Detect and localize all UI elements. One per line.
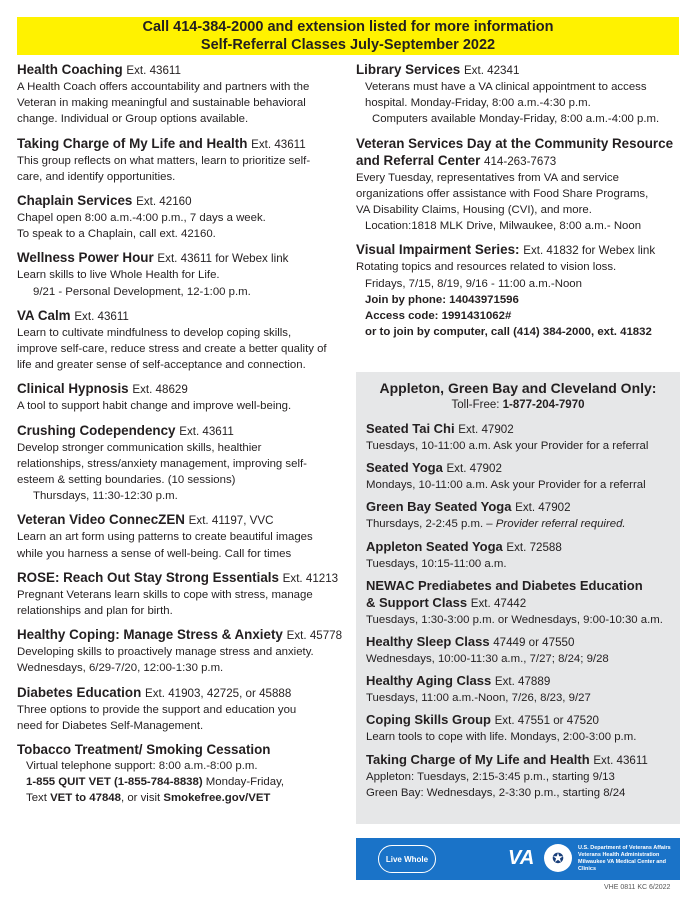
class-title: Tobacco Treatment/ Smoking Cessation (17, 742, 271, 758)
class-line: organizations offer assistance with Food Share Programs, (356, 187, 649, 200)
class-line (17, 210, 343, 226)
box-title: Appleton, Green Bay and Cleveland Only: (379, 380, 657, 396)
class-line-text: Chapel open 8:00 a.m.-4:00 p.m., 7 days a week. (17, 212, 266, 225)
class-section (17, 249, 343, 299)
class-line (17, 341, 343, 357)
class-line (366, 729, 670, 745)
class-title (17, 422, 343, 440)
class-line-text: Appleton: Tuesdays, 2:15-3:45 p.m., starting 9/13 (366, 770, 615, 783)
class-line-text: Thursdays, 2-2:45 p.m. – (366, 518, 496, 531)
class-library (356, 61, 678, 128)
class-title-text: Health Coaching (17, 62, 123, 77)
class-line-text: A tool to support habit change and improve well-being. (17, 400, 292, 413)
class-ext: Ext. 48629 (132, 383, 188, 397)
class-section (366, 751, 670, 801)
class-line (366, 556, 670, 572)
class-section (366, 420, 670, 454)
class-title-text: and Referral Center (356, 152, 481, 168)
class-line (366, 651, 670, 667)
class-ext: Ext. 47902 (515, 501, 571, 515)
class-line (17, 357, 343, 373)
toll-free (366, 397, 670, 413)
class-title-text: Green Bay Seated Yoga (366, 499, 512, 515)
class-line (17, 587, 343, 603)
class-ext: Ext. 43611 (126, 64, 181, 77)
class-line-text: while you harness a sense of well-being. Call for times (17, 547, 292, 560)
class-line-text: Developing skills to proactively manage stress and anxiety. (17, 646, 314, 659)
class-title-text: ROSE: Reach Out Stay Strong Essentials (17, 569, 279, 585)
class-line-text: Learn skills to live Whole Health for Life. (17, 269, 220, 282)
header-banner (17, 17, 679, 55)
class-section (366, 498, 670, 532)
class-ext: Ext. 47889 (494, 675, 551, 689)
class-section (17, 422, 343, 505)
class-section (17, 380, 343, 414)
class-title (366, 498, 670, 516)
class-title (17, 569, 343, 587)
class-line (17, 111, 343, 127)
regional-classes-box (356, 372, 680, 824)
class-title-text: Seated Tai Chi (366, 421, 455, 436)
class-ext: Ext. 45778 (286, 629, 343, 643)
class-line-text: A Health Coach offers accountability and partners with the (17, 81, 310, 93)
class-line: Virtual telephone support: 8:00 a.m.-8:00 p.m. (26, 760, 258, 773)
class-title (366, 672, 670, 690)
class-line (17, 718, 343, 734)
class-line (366, 612, 670, 628)
class-title-text: VA Calm (17, 307, 71, 323)
class-section (366, 633, 670, 667)
class-line (17, 790, 343, 806)
class-line-text: esteem & setting boundaries. (10 sessions) (17, 474, 236, 487)
class-line: VA Disability Claims, Housing (CVI), and more. (356, 204, 592, 217)
class-line (17, 660, 343, 676)
class-visual-impairment (356, 241, 678, 340)
class-title (366, 577, 670, 594)
class-title-text: Diabetes Education (17, 684, 142, 700)
class-line-text: Tuesdays, 1:30-3:00 p.m. or Wednesdays, 9:00-10:30 a.m. (366, 613, 663, 626)
class-line-text: Learn an art form using patterns to create beautiful images (17, 531, 313, 544)
class-line (17, 169, 343, 185)
class-section (17, 61, 343, 128)
class-title (17, 307, 343, 325)
class-ext: Ext. 41197, VVC (188, 514, 274, 528)
class-title-text: Wellness Power Hour (17, 250, 154, 266)
class-schedule: 9/21 - Personal Development, 12-1:00 p.m. (33, 285, 251, 298)
class-line-text: Learn to cultivate mindfulness to develop coping skills, (17, 326, 292, 339)
class-title (17, 135, 343, 153)
class-line-text: relationships and plan for birth. (17, 605, 173, 618)
class-line-text: Learn tools to cope with life. Mondays, 2:00-3:00 p.m. (366, 731, 637, 744)
class-line (17, 267, 343, 283)
class-line-text: Tuesdays, 11:00 a.m.-Noon, 7/26, 8/23, 9/27 (366, 692, 591, 705)
class-line (17, 226, 343, 242)
class-line (366, 477, 670, 493)
class-title-text: & Support Class (366, 594, 468, 610)
class-line (17, 529, 343, 545)
class-line-text: improve self-care, reduce stress and create a better quality of (17, 343, 327, 356)
class-title-text: Crushing Codependency (17, 422, 176, 438)
toll-free-label: Toll-Free: (451, 399, 503, 411)
class-title-text: Seated Yoga (366, 460, 443, 476)
class-line-text: , or visit (120, 792, 164, 805)
class-line-text: Wednesdays, 6/29-7/20, 12:00-1:30 p.m. (17, 662, 224, 675)
class-title (366, 633, 670, 651)
class-line (17, 440, 343, 456)
va-logo: VA (508, 847, 535, 869)
class-title (17, 61, 343, 79)
class-section (17, 626, 343, 676)
class-line (17, 325, 343, 341)
class-section (366, 711, 670, 745)
class-line (17, 472, 343, 488)
class-title-text: Taking Charge of My Life and Health (366, 751, 590, 767)
class-section (17, 307, 343, 374)
class-title (366, 751, 670, 769)
class-title-text: Chaplain Services (17, 193, 133, 209)
class-section (366, 577, 670, 628)
class-title (17, 380, 343, 398)
class-section (17, 569, 343, 619)
class-line-text: Text (26, 792, 51, 805)
class-line (366, 516, 670, 532)
class-title-text: Appleton Seated Yoga (366, 538, 503, 554)
class-title (366, 459, 670, 477)
class-title-text: Library Services (356, 62, 461, 77)
class-section (17, 192, 343, 242)
smokefree-link[interactable]: Smokefree.gov/VET (163, 792, 271, 805)
class-line (17, 603, 343, 619)
class-line (17, 153, 343, 169)
class-title-text: Clinical Hypnosis (17, 381, 129, 397)
webex-phone: Join by phone: 14043971596 (365, 293, 519, 306)
class-line-text: Mondays, 10-11:00 a.m. Ask your Provider for a referral (366, 479, 646, 492)
class-section (17, 135, 343, 185)
class-line-text: Three options to provide the support and education you (17, 703, 297, 716)
text-code: VET to 47848 (50, 792, 121, 805)
class-line (17, 774, 343, 790)
class-section (366, 672, 670, 706)
class-title-text: Visual Impairment Series: (356, 242, 520, 258)
live-whole-health-logo: Live Whole Health. (378, 845, 436, 873)
department-name (578, 845, 678, 873)
class-line-text: life and greater sense of self-acceptance and connection. (17, 359, 306, 372)
class-line: Every Tuesday, representatives from VA and service (356, 171, 619, 184)
class-ext: Ext. 41903, 42725, or 45888 (145, 686, 292, 700)
class-ext: Ext. 43611 (179, 424, 234, 438)
class-line (17, 79, 343, 95)
class-ext: Ext. 43611 (251, 137, 306, 151)
class-title (356, 241, 678, 259)
dept-line: U.S. Department of Veterans Affairs (578, 845, 671, 851)
webex-computer-join: or to join by computer, call (414) 384-2000, ext. 41832 (365, 326, 652, 339)
class-veteran-services-day (356, 135, 678, 235)
class-line-text: relationships, stress/anxiety management, improving self- (17, 457, 307, 470)
dept-line: Milwaukee VA Medical Center and Clinics (578, 859, 667, 872)
class-line: Veterans must have a VA clinical appointment to access (365, 81, 647, 93)
class-ext: Ext. 72588 (506, 540, 562, 554)
class-title (17, 626, 343, 644)
class-ext: Ext. 47902 (446, 462, 502, 476)
class-line: Rotating topics and resources related to vision loss. (356, 261, 617, 274)
class-tobacco (17, 741, 343, 807)
dept-line: Veterans Health Administration (578, 852, 660, 858)
class-title (17, 192, 343, 210)
class-line: Fridays, 7/15, 8/19, 9/16 - 11:00 a.m.-Noon (365, 277, 582, 290)
class-ext: Ext. 47442 (470, 596, 527, 610)
class-line (366, 769, 670, 785)
class-section (17, 511, 343, 561)
class-line-text: Green Bay: Wednesdays, 2-3:30 p.m., starting 8/24 (366, 786, 626, 799)
banner-phone-line: Call 414-384-2000 and extension listed for more information (142, 19, 554, 35)
class-ext: Ext. 47551 or 47520 (494, 714, 600, 728)
class-schedule: Thursdays, 11:30-12:30 p.m. (33, 490, 178, 503)
class-ext: Ext. 43611 (74, 309, 129, 323)
class-line-text: Pregnant Veterans learn skills to cope with stress, manage (17, 588, 313, 601)
class-ext: 414-263-7673 (484, 154, 557, 168)
class-title (366, 538, 670, 556)
class-line-text: change. Individual or Group options available. (17, 113, 249, 126)
class-title (17, 684, 343, 702)
quit-vet-phone: 1-855 QUIT VET (1-855-784-8838) (26, 776, 203, 789)
class-title (356, 152, 678, 170)
class-title-text: Coping Skills Group (366, 712, 491, 728)
class-ext: Ext. 47902 (458, 423, 514, 436)
class-title (366, 594, 670, 612)
class-title (17, 511, 343, 529)
class-line-text: To speak to a Chaplain, call ext. 42160. (17, 228, 216, 241)
class-title-text: Healthy Sleep Class (366, 634, 490, 650)
toll-free-number: 1-877-204-7970 (502, 399, 585, 411)
class-ext: 47449 or 47550 (493, 636, 575, 650)
class-line (17, 456, 343, 472)
banner-title: Self-Referral Classes July-September 2022 (200, 37, 496, 53)
class-title (356, 61, 678, 79)
class-ext: Ext. 41213 (282, 571, 339, 585)
class-title-text: Healthy Coping: Manage Stress & Anxiety (17, 627, 283, 643)
class-line: Computers available Monday-Friday, 8:00 a.m.-4:00 p.m. (372, 113, 660, 126)
class-ext: Ext. 42160 (136, 195, 192, 209)
class-line (17, 644, 343, 660)
referral-note: Provider referral required. (495, 518, 626, 531)
class-line-text: This group reflects on what matters, learn to prioritize self- (17, 154, 311, 167)
class-title (17, 249, 343, 267)
class-title-text: Healthy Aging Class (366, 673, 492, 689)
webex-access-code: Access code: 1991431062# (365, 310, 512, 323)
class-ext: Ext. 43611 for Webex link (157, 252, 289, 266)
class-ext: Ext. 43611 (593, 753, 648, 767)
class-section (366, 459, 670, 493)
class-title-text: Veteran Video ConnecZEN (17, 512, 185, 528)
class-ext: Ext. 42341 (463, 64, 520, 77)
class-line (366, 438, 670, 454)
class-ext: Ext. 41832 for Webex link (523, 244, 656, 258)
document-code: VHE 0811 KC 6/2022 (604, 884, 671, 891)
class-line-text: Tuesdays, 10-11:00 a.m. Ask your Provider for a referral (366, 440, 649, 452)
class-title: Veteran Services Day at the Community Resource (356, 135, 674, 151)
class-location: Location:1818 MLK Drive, Milwaukee, 8:00 a.m.- Noon (365, 220, 642, 233)
class-title-text: NEWAC Prediabetes and Diabetes Education (366, 577, 643, 593)
class-line (366, 785, 670, 801)
class-line-text: Tuesdays, 10:15-11:00 a.m. (366, 557, 507, 570)
class-section (17, 684, 343, 734)
class-section (366, 538, 670, 572)
class-title (366, 420, 670, 438)
class-line (17, 95, 343, 111)
class-line: hospital. Monday-Friday, 8:00 a.m.-4:30 p.m. (365, 97, 591, 110)
class-line (17, 398, 343, 414)
right-column (356, 61, 678, 347)
class-title (366, 711, 670, 729)
left-column (17, 61, 343, 814)
class-line-text: Wednesdays, 10:00-11:30 a.m., 7/27; 8/24; 9/28 (366, 653, 609, 666)
class-line (17, 546, 343, 562)
class-line-text: Monday-Friday, (202, 776, 285, 789)
class-line (17, 702, 343, 718)
class-line-text: Develop stronger communication skills, healthier (17, 441, 262, 454)
class-line-text: care, and identify opportunities. (17, 170, 176, 183)
class-title-text: Taking Charge of My Life and Health (17, 135, 248, 151)
class-line-text: Veteran in making meaningful and sustainable behavioral (17, 97, 306, 110)
class-line-text: need for Diabetes Self-Management. (17, 719, 204, 732)
va-seal-icon: ✪ (544, 844, 572, 872)
class-line (366, 690, 670, 706)
